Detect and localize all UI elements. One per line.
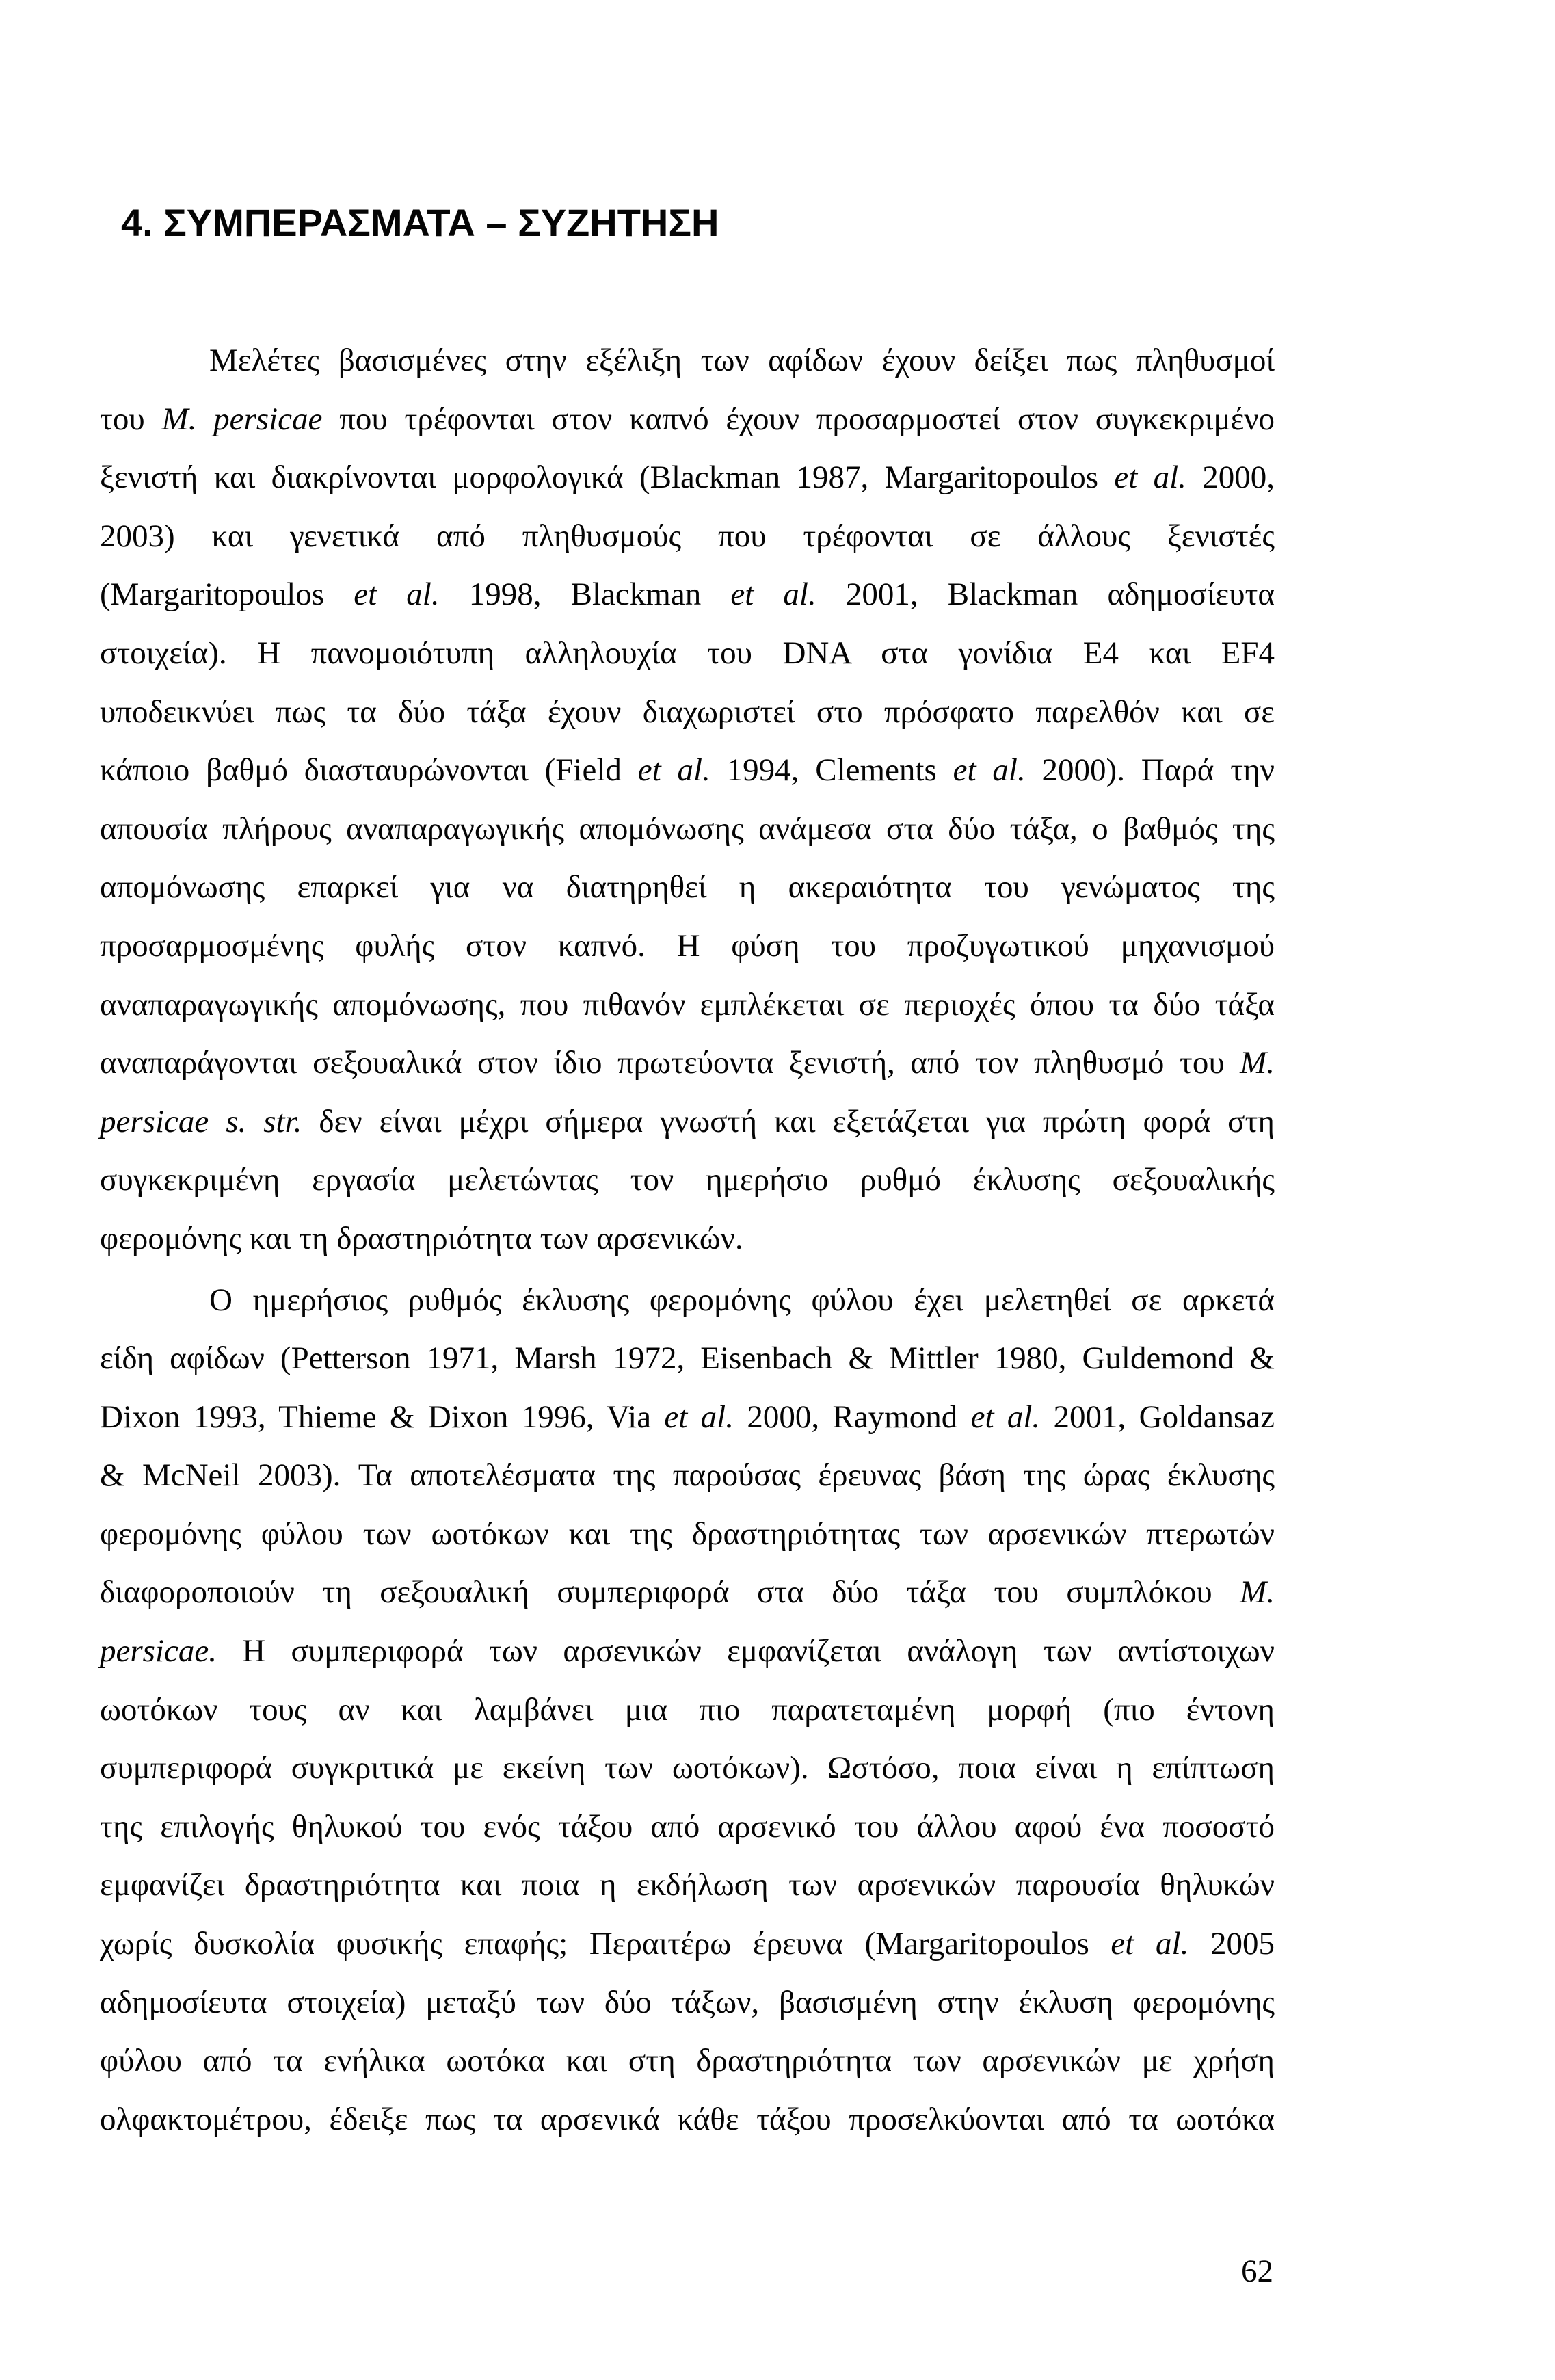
- section-heading: 4. ΣΥΜΠΕΡΑΣΜΑΤΑ – ΣΥΖΗΤΗΣΗ: [121, 201, 719, 244]
- text-line: [100, 1856, 1275, 1915]
- text-segment: ξενιστή και διακρίνονται μορφολογικά (Blackman 1987, Margaritopoulos: [100, 460, 1115, 496]
- text-segment: στοιχεία). Η πανομοιότυπη αλληλουχία του DNA στα γονίδια E4 και EF4: [100, 635, 1275, 671]
- text-segment: φερομόνης και τη δραστηριότητα των αρσενικών.: [100, 1220, 743, 1256]
- text-line: [100, 1271, 1275, 1330]
- text-segment: προσαρμοσμένης φυλής στον καπνό. Η φύση του προζυγωτικού μηχανισμού: [100, 927, 1275, 964]
- text-segment: ολφακτομέτρου, έδειξε πως τα αρσενικά κάθε τάξου προσελκύονται από τα ωοτόκα: [100, 2101, 1275, 2137]
- text-line: [100, 1151, 1275, 1210]
- text-line: [100, 858, 1275, 917]
- text-segment: Μελέτες βασισμένες στην εξέλιξη των αφίδων έχουν δείξει πως πληθυσμοί: [209, 343, 1275, 378]
- italic-text: persicae.: [100, 1633, 217, 1669]
- text-segment: απομόνωσης επαρκεί για να διατηρηθεί η ακεραιότητα του γενώματος της: [100, 869, 1275, 905]
- text-segment: που τρέφονται στον καπνό έχουν προσαρμοστεί στον συγκεκριμένο: [322, 401, 1275, 437]
- body-paragraph: [100, 1271, 1275, 2150]
- italic-text: et al.: [664, 1399, 734, 1435]
- text-segment: του: [100, 401, 162, 437]
- text-line: [100, 1563, 1275, 1622]
- text-segment: ωοτόκων τους αν και λαμβάνει μια πιο παρατεταμένη μορφή (πιο έντονη: [100, 1691, 1275, 1728]
- text-segment: διαφοροποιούν τη σεξουαλική συμπεριφορά στα δύο τάξα του συμπλόκου: [100, 1574, 1240, 1611]
- text-line: [100, 2091, 1275, 2150]
- text-segment: της επιλογής θηλυκού του ενός τάξου από αρσενικό του άλλου αφού ένα ποσοστό: [100, 1808, 1275, 1844]
- text-line: [100, 1505, 1275, 1564]
- italic-text: et al.: [1114, 460, 1186, 496]
- text-segment: 2001, Blackman αδημοσίευτα: [816, 577, 1275, 613]
- text-segment: 2000). Παρά την: [1025, 752, 1275, 789]
- text-segment: 2005: [1188, 1926, 1275, 1962]
- text-line: [100, 800, 1275, 859]
- text-segment: υποδεικνύει πως τα δύο τάξα έχουν διαχωριστεί στο πρόσφατο παρελθόν και σε: [100, 693, 1275, 730]
- text-line: [100, 1446, 1275, 1505]
- text-line: [100, 624, 1275, 683]
- text-segment: Η συμπεριφορά των αρσενικών εμφανίζεται ανάλογη των αντίστοιχων: [216, 1633, 1275, 1669]
- text-line: [100, 332, 1275, 391]
- text-segment: εμφανίζει δραστηριότητα και ποια η εκδήλωση των αρσενικών παρουσία θηλυκών: [100, 1867, 1275, 1903]
- text-line: [100, 683, 1275, 742]
- text-segment: κάποιο βαθμό διασταυρώνονται (Field: [100, 752, 638, 789]
- text-segment: αναπαραγωγικής απομόνωσης, που πιθανόν εμπλέκεται σε περιοχές όπου τα δύο τάξα: [100, 986, 1275, 1022]
- italic-text: et al.: [970, 1399, 1041, 1435]
- text-segment: (Margaritopoulos: [100, 577, 354, 613]
- text-line: [100, 1681, 1275, 1740]
- text-segment: δεν είναι μέχρι σήμερα γνωστή και εξετάζεται για πρώτη φορά στη: [302, 1103, 1275, 1139]
- text-segment: χωρίς δυσκολία φυσικής επαφής; Περαιτέρω έρευνα (Margaritopoulos: [100, 1926, 1111, 1962]
- text-line: [100, 2032, 1275, 2091]
- text-line: [100, 1739, 1275, 1798]
- text-line: [100, 741, 1275, 800]
- text-segment: είδη αφίδων (Petterson 1971, Marsh 1972, Eisenbach & Mittler 1980, Guldemond &: [100, 1340, 1275, 1377]
- text-segment: 1994, Clements: [710, 752, 953, 789]
- text-line: [100, 1034, 1275, 1093]
- text-segment: φερομόνης φύλου των ωοτόκων και της δραστηριότητας των αρσενικών πτερωτών: [100, 1516, 1275, 1552]
- text-line: [100, 1915, 1275, 1974]
- italic-text: M.: [1240, 1574, 1275, 1611]
- page-number: 62: [1241, 2253, 1273, 2289]
- text-segment: φύλου από τα ενήλικα ωοτόκα και στη δραστηριότητα των αρσενικών με χρήση: [100, 2043, 1275, 2079]
- text-segment: Dixon 1993, Thieme & Dixon 1996, Via: [100, 1399, 665, 1435]
- body-text: [100, 332, 1275, 2149]
- text-segment: 2003) και γενετικά από πληθυσμούς που τρέφονται σε άλλους ξενιστές: [100, 518, 1275, 554]
- text-line: [100, 1974, 1275, 2033]
- text-segment: συμπεριφορά συγκριτικά με εκείνη των ωοτόκων). Ωστόσο, ποια είναι η επίπτωση: [100, 1750, 1275, 1786]
- text-segment: 2000, Raymond: [734, 1399, 971, 1435]
- text-segment: συγκεκριμένη εργασία μελετώντας τον ημερήσιο ρυθμό έκλυσης σεξουαλικής: [100, 1162, 1275, 1198]
- text-line: [100, 449, 1275, 507]
- text-line: [100, 391, 1275, 449]
- text-line: [100, 1330, 1275, 1388]
- text-line: [100, 1622, 1275, 1681]
- text-segment: απουσία πλήρους αναπαραγωγικής απομόνωσης ανάμεσα στα δύο τάξα, ο βαθμός της: [100, 810, 1275, 847]
- italic-text: et al.: [637, 752, 710, 789]
- italic-text: et al.: [354, 577, 440, 613]
- italic-text: et al.: [953, 752, 1026, 789]
- italic-text: persicae s. str.: [100, 1103, 302, 1139]
- text-line: [100, 1210, 1275, 1269]
- text-line: [100, 1093, 1275, 1152]
- italic-text: et al.: [1111, 1926, 1189, 1962]
- italic-text: et al.: [730, 577, 816, 613]
- body-paragraph: [100, 332, 1275, 1269]
- text-line: [100, 1798, 1275, 1857]
- text-segment: & McNeil 2003). Τα αποτελέσματα της παρούσας έρευνας βάση της ώρας έκλυσης: [100, 1457, 1275, 1494]
- text-segment: αναπαράγονται σεξουαλικά στον ίδιο πρωτεύοντα ξενιστή, από τον πληθυσμό του: [100, 1045, 1240, 1081]
- text-line: [100, 1388, 1275, 1447]
- text-segment: 2000,: [1186, 460, 1275, 496]
- text-line: [100, 976, 1275, 1035]
- italic-text: M. persicae: [161, 401, 323, 437]
- text-segment: 2001, Goldansaz: [1040, 1399, 1275, 1435]
- italic-text: M.: [1240, 1045, 1275, 1081]
- text-segment: 1998, Blackman: [439, 577, 731, 613]
- text-line: [100, 917, 1275, 976]
- text-segment: Ο ημερήσιος ρυθμός έκλυσης φερομόνης φύλου έχει μελετηθεί σε αρκετά: [209, 1282, 1275, 1318]
- text-line: [100, 566, 1275, 624]
- text-line: [100, 507, 1275, 566]
- text-segment: αδημοσίευτα στοιχεία) μεταξύ των δύο τάξων, βασισμένη στην έκλυση φερομόνης: [100, 1984, 1275, 2020]
